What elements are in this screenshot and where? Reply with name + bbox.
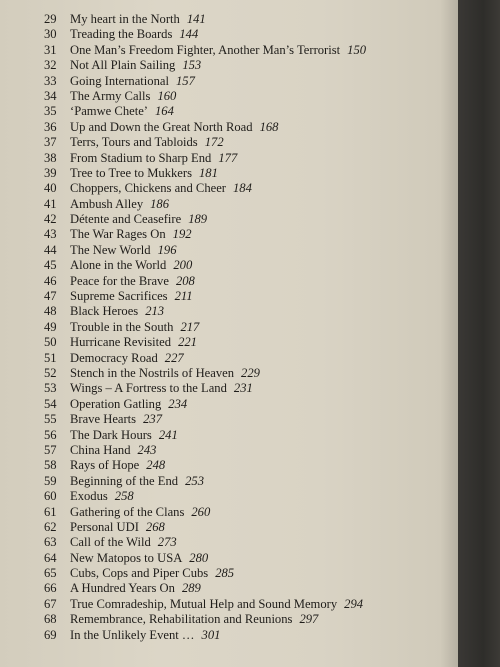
page-number: 227	[164, 350, 184, 365]
page-number: 208	[175, 273, 195, 288]
chapter-number: 62	[44, 519, 57, 534]
chapter-title: True Comradeship, Mutual Help and Sound Memory	[70, 596, 338, 611]
toc-entry	[44, 74, 444, 89]
toc-entry	[44, 243, 444, 258]
toc-entry	[44, 166, 444, 181]
chapter-number: 31	[44, 42, 57, 57]
chapter-number: 47	[44, 289, 57, 304]
toc-entry	[44, 443, 444, 458]
chapter-title: Call of the Wild	[70, 535, 151, 550]
page-number: 157	[175, 73, 195, 88]
chapter-number: 69	[44, 627, 57, 642]
chapter-number: 42	[44, 212, 57, 227]
page-number: 164	[155, 104, 174, 119]
toc-entry	[44, 535, 444, 550]
toc-entry	[44, 274, 444, 289]
page-number: 150	[347, 42, 367, 57]
chapter-number: 64	[44, 550, 57, 565]
chapter-title: Remembrance, Rehabilitation and Reunions	[70, 612, 293, 627]
chapter-title: My heart in the North	[70, 12, 180, 26]
toc-entry	[44, 520, 444, 535]
chapter-title: Choppers, Chickens and Cheer	[70, 181, 226, 196]
chapter-title: Black Heroes	[70, 304, 139, 319]
toc-entry	[44, 474, 444, 489]
chapter-number: 50	[44, 335, 57, 350]
chapter-title: Exodus	[70, 489, 108, 504]
chapter-number: 34	[44, 88, 57, 103]
page-number: 285	[215, 566, 235, 581]
page-number: 211	[174, 289, 193, 304]
table-of-contents	[44, 12, 444, 643]
chapter-title: Wings – A Fortress to the Land	[70, 381, 227, 396]
toc-entry	[44, 335, 444, 350]
toc-entry	[44, 551, 444, 566]
chapter-number: 40	[44, 181, 57, 196]
chapter-number: 52	[44, 365, 57, 380]
toc-entry	[44, 320, 444, 335]
page-number: 141	[186, 12, 206, 26]
toc-entry	[44, 104, 444, 119]
page-number: 217	[180, 319, 200, 334]
chapter-title: Gathering of the Clans	[70, 504, 185, 519]
page-number: 280	[189, 550, 209, 565]
chapter-title: Tree to Tree to Mukkers	[70, 165, 192, 180]
toc-entry	[44, 489, 444, 504]
chapter-title: From Stadium to Sharp End	[70, 150, 212, 165]
toc-entry	[44, 381, 444, 396]
page-number: 192	[172, 227, 192, 242]
chapter-number: 59	[44, 473, 57, 488]
chapter-number: 63	[44, 535, 57, 550]
page-number: 213	[145, 304, 165, 319]
chapter-number: 68	[44, 612, 57, 627]
toc-entry	[44, 458, 444, 473]
toc-entry	[44, 628, 444, 643]
page-number: 221	[178, 335, 197, 350]
page-number: 144	[179, 27, 199, 42]
chapter-title: Peace for the Brave	[70, 273, 169, 288]
page-number: 248	[146, 458, 166, 473]
chapter-number: 44	[44, 242, 57, 257]
chapter-number: 30	[44, 27, 57, 42]
page-number: 237	[143, 412, 162, 427]
chapter-title: The New World	[70, 242, 151, 257]
toc-entry	[44, 366, 444, 381]
chapter-number: 57	[44, 442, 57, 457]
page-number: 229	[241, 365, 260, 380]
background-edge	[458, 0, 500, 667]
page-number: 200	[173, 258, 193, 273]
chapter-title: A Hundred Years On	[70, 581, 175, 596]
chapter-title: Not All Plain Sailing	[70, 58, 176, 73]
chapter-title: Hurricane Revisited	[70, 335, 172, 350]
toc-entry	[44, 58, 444, 73]
page-number: 253	[185, 473, 204, 488]
chapter-title: Détente and Ceasefire	[70, 212, 182, 227]
chapter-title: China Hand	[70, 442, 131, 457]
chapter-number: 67	[44, 596, 57, 611]
chapter-number: 43	[44, 227, 57, 242]
chapter-title: Alone in the World	[70, 258, 167, 273]
chapter-title: Trouble in the South	[70, 319, 174, 334]
toc-entry	[44, 397, 444, 412]
toc-entry	[44, 258, 444, 273]
page-number: 234	[168, 396, 188, 411]
chapter-number: 41	[44, 196, 57, 211]
chapter-number: 46	[44, 273, 57, 288]
chapter-number: 61	[44, 504, 57, 519]
chapter-title: Treading the Boards	[70, 27, 173, 42]
page-number: 172	[204, 135, 224, 150]
page-number: 268	[145, 519, 165, 534]
chapter-number: 36	[44, 119, 57, 134]
toc-entry	[44, 227, 444, 242]
chapter-title: Ambush Alley	[70, 196, 144, 211]
toc-entry	[44, 412, 444, 427]
page-number: 189	[188, 212, 208, 227]
chapter-number: 65	[44, 566, 57, 581]
chapter-title: Up and Down the Great North Road	[70, 119, 253, 134]
chapter-number: 32	[44, 58, 57, 73]
chapter-number: 37	[44, 135, 57, 150]
chapter-title: Operation Gatling	[70, 396, 162, 411]
page-number: 243	[137, 442, 157, 457]
toc-entry	[44, 135, 444, 150]
chapter-number: 53	[44, 381, 57, 396]
chapter-number: 48	[44, 304, 57, 319]
chapter-title: Supreme Sacrifices	[70, 289, 168, 304]
chapter-number: 66	[44, 581, 57, 596]
chapter-title: Beginning of the End	[70, 473, 179, 488]
chapter-title: The War Rages On	[70, 227, 166, 242]
page-number: 289	[181, 581, 201, 596]
toc-entry	[44, 43, 444, 58]
page-number: 177	[218, 150, 238, 165]
chapter-number: 55	[44, 412, 57, 427]
chapter-title: Going International	[70, 73, 169, 88]
chapter-title: New Matopos to USA	[70, 550, 183, 565]
page-number: 184	[233, 181, 252, 196]
chapter-number: 39	[44, 165, 57, 180]
toc-entry	[44, 566, 444, 581]
toc-entry	[44, 197, 444, 212]
page-number: 241	[158, 427, 178, 442]
toc-entry	[44, 12, 444, 27]
toc-entry	[44, 304, 444, 319]
page-number: 186	[150, 196, 170, 211]
page-number: 260	[191, 504, 211, 519]
toc-entry	[44, 120, 444, 135]
chapter-title: Cubs, Cops and Piper Cubs	[70, 566, 209, 581]
chapter-number: 54	[44, 396, 57, 411]
chapter-title: Rays of Hope	[70, 458, 140, 473]
chapter-number: 56	[44, 427, 57, 442]
chapter-number: 35	[44, 104, 57, 119]
page-number: 231	[233, 381, 253, 396]
toc-entry	[44, 581, 444, 596]
chapter-number: 58	[44, 458, 57, 473]
page-number: 294	[344, 596, 364, 611]
page-gutter-shadow	[440, 0, 458, 667]
toc-entry	[44, 612, 444, 627]
chapter-title: One Man’s Freedom Fighter, Another Man’s Terrorist	[70, 42, 341, 57]
toc-entry	[44, 89, 444, 104]
page-number: 297	[299, 612, 319, 627]
chapter-title: Brave Hearts	[70, 412, 137, 427]
page-number: 258	[114, 489, 134, 504]
chapter-number: 51	[44, 350, 57, 365]
chapter-title: ‘Pamwe Chete’	[70, 104, 148, 119]
chapter-number: 29	[44, 12, 57, 26]
page-number: 168	[259, 119, 279, 134]
toc-entry	[44, 289, 444, 304]
chapter-number: 38	[44, 150, 57, 165]
chapter-number: 33	[44, 73, 57, 88]
chapter-title: In the Unlikely Event …	[70, 627, 195, 642]
toc-entry	[44, 597, 444, 612]
chapter-title: The Army Calls	[70, 88, 151, 103]
chapter-number: 60	[44, 489, 57, 504]
page-number: 196	[157, 242, 177, 257]
toc-entry	[44, 212, 444, 227]
toc-entry	[44, 181, 444, 196]
page-number: 273	[157, 535, 177, 550]
page-number: 160	[157, 88, 177, 103]
chapter-title: Stench in the Nostrils of Heaven	[70, 365, 235, 380]
page-number: 301	[201, 627, 221, 642]
chapter-title: Personal UDI	[70, 519, 139, 534]
chapter-number: 49	[44, 319, 57, 334]
toc-entry	[44, 151, 444, 166]
chapter-title: The Dark Hours	[70, 427, 152, 442]
chapter-title: Terrs, Tours and Tabloids	[70, 135, 198, 150]
toc-entry	[44, 505, 444, 520]
toc-entry	[44, 351, 444, 366]
page-number: 153	[182, 58, 202, 73]
chapter-title: Democracy Road	[70, 350, 158, 365]
toc-entry	[44, 27, 444, 42]
toc-entry	[44, 428, 444, 443]
chapter-number: 45	[44, 258, 57, 273]
page-number: 181	[198, 165, 218, 180]
